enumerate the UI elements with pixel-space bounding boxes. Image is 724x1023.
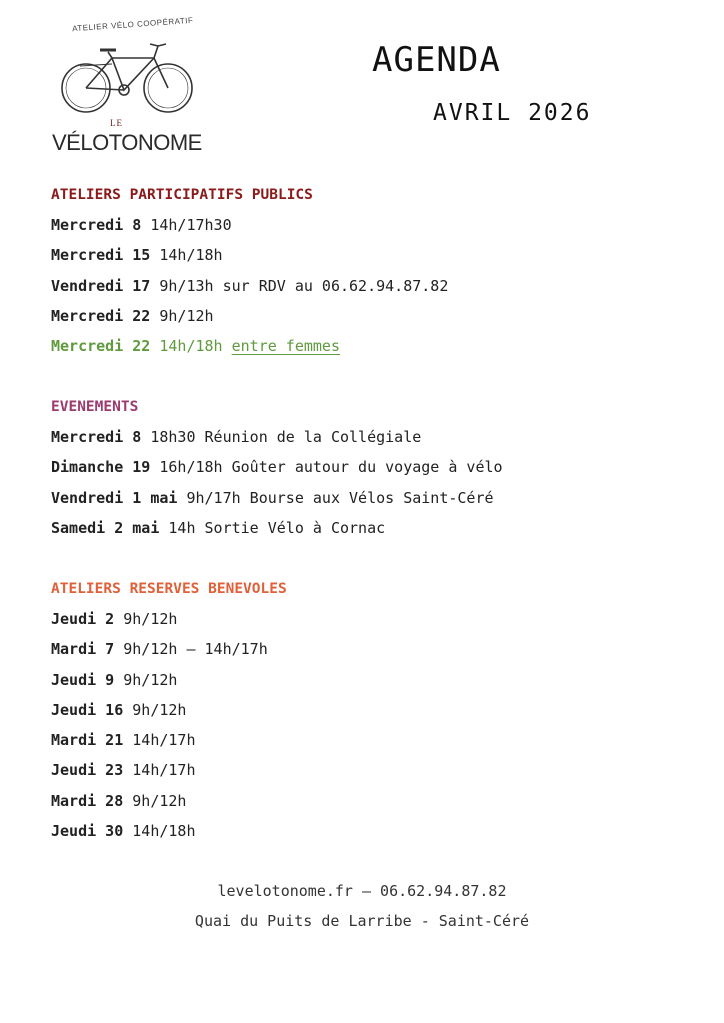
event-day: Samedi 2 mai	[51, 518, 160, 537]
event-day: Mercredi 22	[51, 306, 151, 325]
event-time: 9h/12h – 14h/17h	[123, 640, 268, 659]
event-day: Mercredi 8	[51, 216, 142, 234]
list-item	[51, 820, 287, 850]
list-item	[51, 244, 448, 274]
event-day: Mercredi 8	[51, 428, 142, 446]
list-item	[51, 699, 287, 729]
footer-contact: levelotonome.fr – 06.62.94.87.82	[217, 882, 507, 900]
logo-name: VÉLOTONOME	[52, 130, 202, 155]
event-time: 9h/12h	[159, 306, 214, 325]
event-time: 14h Sortie Vélo à Cornac	[168, 518, 386, 537]
event-day: Jeudi 9	[51, 670, 115, 689]
event-time: 9h/12h	[132, 791, 187, 810]
event-day: Jeudi 30	[51, 822, 124, 841]
logo-tagline: ATELIER VÉLO COOPÉRATIF	[71, 15, 194, 34]
page-title: AGENDA	[372, 40, 501, 80]
event-day: Mardi 28	[51, 791, 124, 810]
section-heading: EVENEMENTS	[51, 399, 139, 415]
public-workshops-section	[51, 184, 448, 365]
footer-address: Quai du Puits de Larribe - Saint-Céré	[194, 912, 530, 930]
list-item	[51, 517, 503, 547]
event-time: 9h/12h	[123, 670, 178, 689]
list-item	[51, 729, 287, 759]
event-day: Vendredi 1 mai	[51, 488, 178, 507]
list-item	[51, 426, 503, 456]
event-time: 9h/17h Bourse aux Vélos Saint-Céré	[186, 488, 494, 507]
event-day: Vendredi 17	[51, 276, 151, 295]
section-heading: ATELIERS PARTICIPATIFS PUBLICS	[51, 187, 313, 203]
event-day: Jeudi 23	[51, 761, 124, 780]
event-time: 9h/12h	[123, 610, 178, 628]
logo	[50, 15, 210, 158]
logo-le: LE	[110, 118, 123, 128]
event-time: 9h/13h sur RDV au 06.62.94.87.82	[159, 276, 449, 295]
event-time: 14h/18h	[132, 822, 196, 841]
list-item	[51, 214, 448, 244]
list-item	[51, 456, 503, 486]
event-time: 18h30 Réunion de la Collégiale	[150, 428, 422, 446]
volunteer-workshops-section	[51, 578, 287, 850]
events-section	[51, 396, 503, 547]
page-subtitle: AVRIL 2026	[433, 100, 592, 126]
event-time: 16h/18h Goûter autour du voyage à vélo	[159, 458, 503, 477]
list-item	[51, 487, 503, 517]
section-heading: ATELIERS RESERVES BENEVOLES	[51, 581, 287, 597]
list-item	[51, 275, 448, 305]
event-day: Mercredi 22	[51, 337, 151, 356]
event-time: 14h/17h30	[150, 216, 232, 234]
event-day: Mardi 7	[51, 640, 115, 659]
event-day: Mercredi 15	[51, 246, 151, 265]
list-item	[51, 335, 448, 365]
list-item	[51, 305, 448, 335]
event-time: 14h/18h	[159, 246, 223, 265]
event-day: Jeudi 16	[51, 700, 124, 719]
list-item	[51, 669, 287, 699]
women-only-link[interactable]: entre femmes	[231, 337, 340, 356]
bicycle-icon	[50, 15, 210, 118]
event-time: 14h/18h	[159, 337, 223, 356]
event-time: 14h/17h	[132, 731, 196, 750]
event-time: 14h/17h	[132, 761, 196, 780]
list-item	[51, 608, 287, 638]
event-time: 9h/12h	[132, 700, 187, 719]
event-day: Mardi 21	[51, 731, 124, 750]
event-day: Jeudi 2	[51, 610, 115, 628]
list-item	[51, 638, 287, 668]
list-item	[51, 759, 287, 789]
list-item	[51, 790, 287, 820]
event-day: Dimanche 19	[51, 458, 151, 477]
